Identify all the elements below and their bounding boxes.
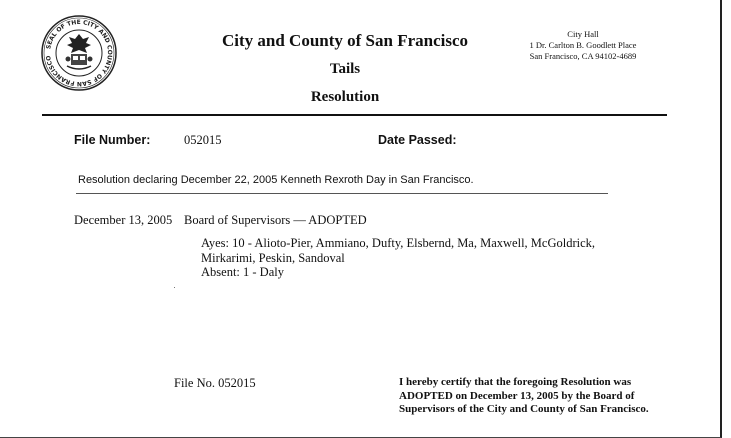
document-type: Resolution	[310, 89, 380, 105]
description-underline	[76, 193, 608, 194]
ayes-vote: Ayes: 10 - Alioto-Pier, Ammiano, Dufty, Elsbernd, Ma, Maxwell, McGoldrick, Mirkarimi, Peskin, Sandoval	[201, 236, 596, 265]
absent-vote: Absent: 1 - Daly	[201, 265, 284, 279]
footer-file-number: File No. 052015	[174, 376, 256, 390]
svg-text:SEAL OF THE CITY AND COUNTY OF	[45, 19, 113, 87]
date-passed-label: Date Passed:	[378, 133, 457, 147]
document-header	[200, 30, 490, 107]
certification-statement: I hereby certify that the foregoing Resolution was ADOPTED on December 13, 2005 by the Board of Supervisors of the City and County of San Francisco.	[399, 376, 649, 415]
org-name: City and County of San Francisco	[221, 31, 469, 50]
address-line: San Francisco, CA 94102-4689	[529, 51, 637, 61]
file-number-value: 052015	[184, 133, 222, 147]
address-block	[510, 29, 656, 62]
seal-text: SEAL OF THE CITY AND COUNTY OF SAN FRANCISCO	[45, 18, 114, 88]
action-date: December 13, 2005	[74, 213, 173, 227]
resolution-description: Resolution declaring December 22, 2005 Kenneth Rexroth Day in San Francisco.	[78, 174, 474, 186]
document-subtitle: Tails	[329, 61, 361, 77]
file-number-label: File Number:	[74, 133, 151, 147]
address-line: 1 Dr. Carlton B. Goodlett Place	[529, 40, 637, 50]
address-line: City Hall	[567, 29, 599, 39]
action-title: Board of Supervisors — ADOPTED	[184, 213, 367, 227]
city-seal-icon	[40, 14, 118, 92]
scan-speck	[174, 287, 175, 288]
header-divider	[42, 114, 667, 116]
